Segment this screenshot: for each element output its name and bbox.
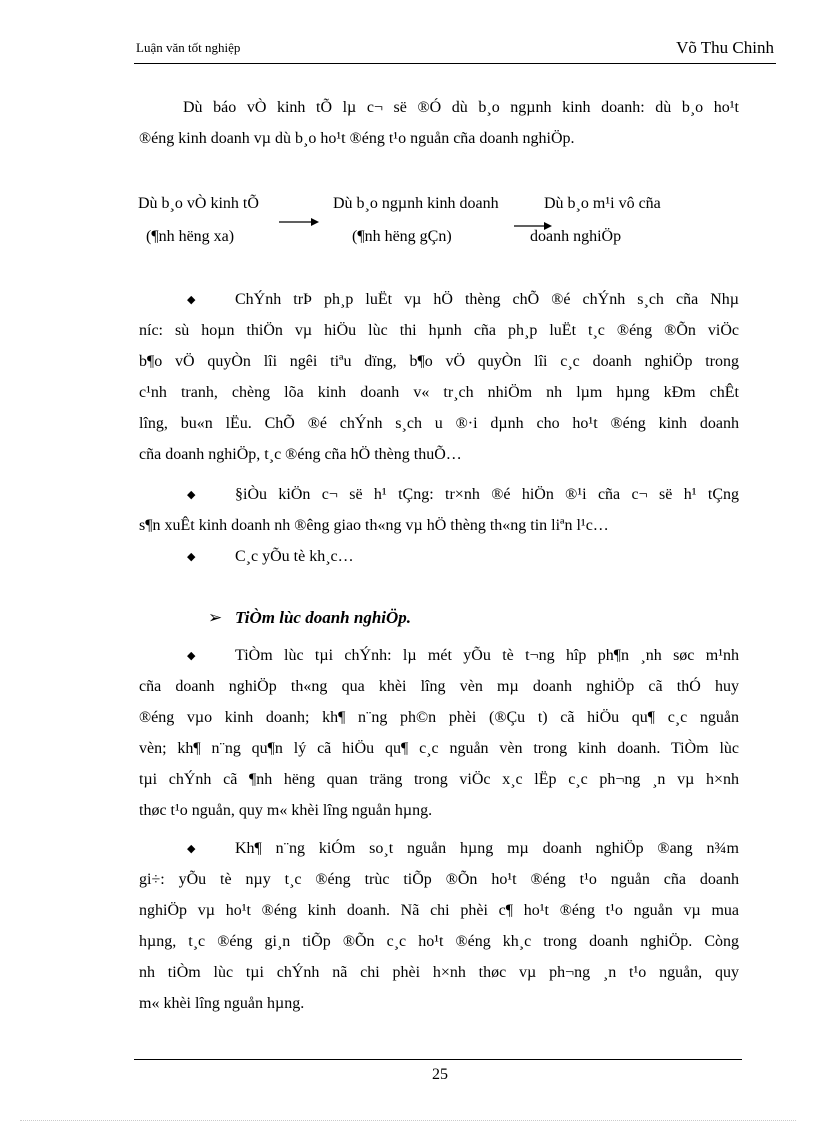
flow-box-industry-note: (¶nh hëng gÇn) xyxy=(352,228,452,245)
flow-box-industry-title: Dù b¸o ngµnh kinh doanh xyxy=(333,195,499,212)
intro-paragraph xyxy=(139,92,739,154)
text-line: cña doanh nghiÖp th«ng qua khèi lîng vèn mµ doanh nghiÖp cã thÓ huy xyxy=(139,678,739,695)
page-number: 25 xyxy=(432,1066,448,1083)
bullet-paragraph-infrastructure xyxy=(139,479,739,541)
text-line: C¸c yÕu tè kh¸c… xyxy=(235,548,354,565)
text-line: c¹nh tranh, chèng lõa kinh doanh v« tr¸ch nhiÖm nh lµm hµng kÐm chÊt xyxy=(139,384,739,401)
running-header-title: Luận văn tốt nghiệp xyxy=(136,40,241,55)
text-line: nh tiÒm lùc tµi chÝnh nã chi phèi h×nh thøc vµ ph¬ng ¸n t¹o nguån, quy xyxy=(139,964,739,981)
text-line: gi÷: yÕu tè nµy t¸c ®éng trùc tiÕp ®Õn ho¹t ®éng t¹o nguån cña doanh xyxy=(139,871,739,888)
paragraph-financial-potential xyxy=(139,640,739,826)
text-line: vèn; kh¶ n¨ng qu¶n lý cã hiÖu qu¶ c¸c nguån vèn trong kinh doanh. TiÒm lùc xyxy=(139,740,739,757)
section-heading: TiÒm lùc doanh nghiÖp. xyxy=(235,608,412,627)
text-line: s¶n xuÊt kinh doanh nh ®êng giao th«ng vµ hÖ thèng th«ng tin liªn l¹c… xyxy=(139,517,609,534)
bullet-paragraph-other xyxy=(139,541,739,572)
text-line: nghiÖp vµ ho¹t ®éng kinh doanh. Nã chi phèi c¶ ho¹t ®éng t¹o nguån vµ mua xyxy=(139,902,739,919)
flow-box-economy-title: Dù b¸o vÒ kinh tÕ xyxy=(138,195,259,212)
text-line: Dù báo vÒ kinh tÕ lµ c¬ së ®Ó dù b¸o ngµnh kinh doanh: dù b¸o ho¹t xyxy=(183,99,739,116)
text-line: §iÒu kiÖn c¬ së h¹ tÇng: tr×nh ®é hiÖn ®¹i cña c¬ së h¹ tÇng xyxy=(235,486,739,503)
text-line: lîng, bu«n lËu. ChÕ ®é chÝnh s¸ch u ®·i dµnh cho ho¹t ®éng kinh doanh xyxy=(139,415,739,432)
text-line: b¶o vÖ quyÒn lîi ngêi tiªu dïng, b¶o vÖ quyÒn lîi c¸c doanh nghiÖp trong xyxy=(139,353,739,370)
paragraph-source-control xyxy=(139,833,739,1019)
text-line: níc: sù hoµn thiÖn vµ hiÖu lùc thi hµnh cña ph¸p luËt t¸c ®éng ®Õn viÖc xyxy=(139,322,739,339)
text-line: m« khèi lîng nguån hµng. xyxy=(139,995,305,1012)
diamond-bullet-icon: ◆ xyxy=(187,551,196,563)
page-edge-line xyxy=(20,1120,796,1121)
text-line: ®éng kinh doanh vµ dù b¸o ho¹t ®éng t¹o nguån cña doanh nghiÖp. xyxy=(139,130,575,147)
bullet-paragraph-legal xyxy=(139,284,739,470)
flow-box-economy-note: (¶nh hëng xa) xyxy=(146,228,235,245)
flow-box-enterprise-note: doanh nghiÖp xyxy=(530,228,622,245)
flow-arrow-1 xyxy=(279,215,319,229)
footer-divider xyxy=(134,1059,742,1060)
text-line: tµi chÝnh cã ¶nh hëng quan träng trong viÖc x¸c lËp c¸c ph¬ng ¸n vµ h×nh xyxy=(139,771,739,788)
header-divider xyxy=(134,63,776,64)
text-line: Kh¶ n¨ng kiÓm so¸t nguån hµng mµ doanh nghiÖp ®ang n¾m xyxy=(235,840,739,857)
text-line: thøc t¹o nguån, quy m« khèi lîng nguån hµng. xyxy=(139,802,433,819)
running-header-author: Võ Thu Chinh xyxy=(676,38,774,57)
text-line: cña doanh nghiÖp, t¸c ®éng cña hÖ thèng thuÕ… xyxy=(139,446,462,463)
text-line: TiÒm lùc tµi chÝnh: lµ mét yÕu tè t¬ng hîp ph¶n ¸nh søc m¹nh xyxy=(235,647,739,664)
text-line: hµng, t¸c ®éng gi¸n tiÕp ®Õn c¸c ho¹t ®éng kh¸c trong doanh nghiÖp. Còng xyxy=(139,933,739,950)
diamond-bullet-icon: ◆ xyxy=(187,843,196,855)
diamond-bullet-icon: ◆ xyxy=(187,650,196,662)
diamond-bullet-icon: ◆ xyxy=(187,294,196,306)
flow-box-enterprise-title: Dù b¸o m¹i vô cña xyxy=(544,195,661,212)
diamond-bullet-icon: ◆ xyxy=(187,489,196,501)
arrow-marker-icon: ➢ xyxy=(208,608,223,627)
text-line: ®éng vµo kinh doanh; kh¶ n¨ng ph©n phèi (®Çu t) cã hiÖu qu¶ c¸c nguån xyxy=(139,709,739,726)
text-line: ChÝnh trÞ ph¸p luËt vµ hÖ thèng chÕ ®é chÝnh s¸ch cña Nhµ xyxy=(235,291,739,308)
